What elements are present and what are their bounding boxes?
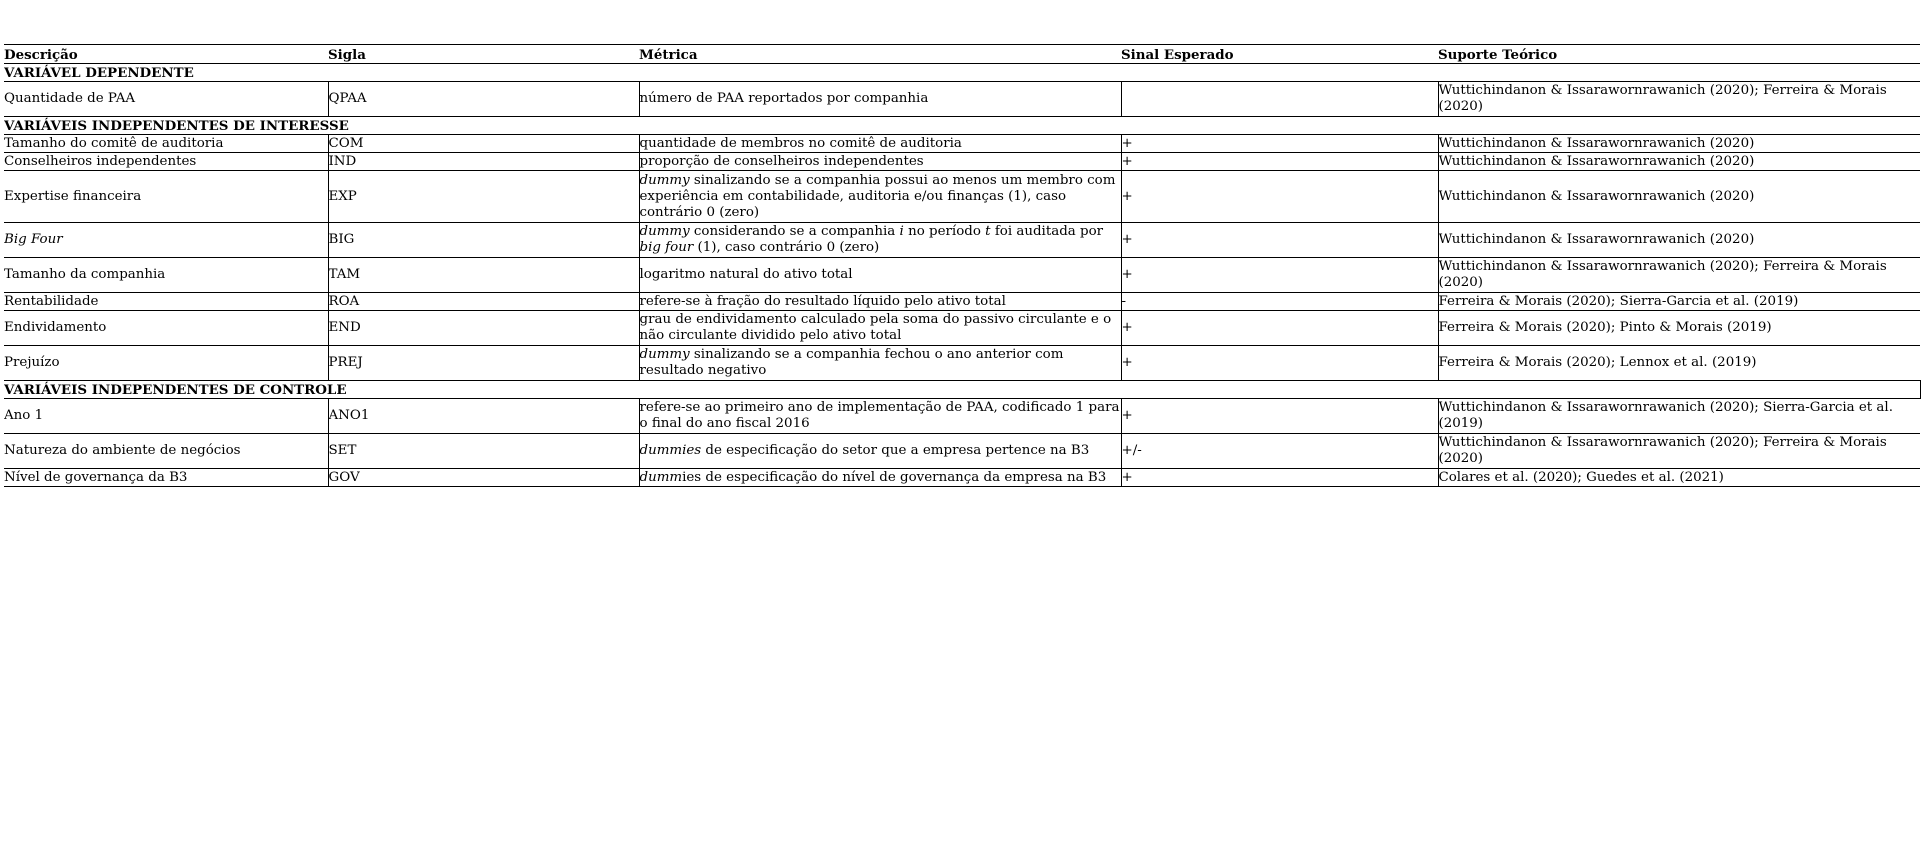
cell-sigla: ROA: [328, 293, 639, 311]
cell-descricao: [4, 434, 328, 469]
cell-metrica: [639, 153, 1121, 171]
cell-suporte-teorico: Wuttichindanon & Issarawornrawanich (2020); Sierra-Garcia et al. (2019): [1438, 399, 1920, 434]
table-row: [4, 311, 1920, 346]
text: Natureza do ambiente de negócios: [4, 443, 241, 458]
text: (1), caso contrário 0 (zero): [693, 240, 880, 255]
text: Tamanho do comitê de auditoria: [4, 135, 224, 151]
table-body: [4, 64, 1920, 487]
cell-suporte-teorico: Wuttichindanon & Issarawornrawanich (2020); Ferreira & Morais (2020): [1438, 82, 1920, 117]
cell-sigla: GOV: [328, 469, 639, 487]
cell-metrica: [639, 293, 1121, 311]
cell-suporte-teorico: Wuttichindanon & Issarawornrawanich (2020); Ferreira & Morais (2020): [1438, 258, 1920, 293]
cell-metrica: [639, 399, 1121, 434]
section-row: [4, 64, 1920, 82]
text: logaritmo natural do ativo total: [639, 267, 853, 282]
table-row: [4, 258, 1920, 293]
header-sigla: Sigla: [328, 45, 639, 64]
text: refere-se ao primeiro ano de implementação de PAA, codificado 1 para o final do ano fiscal 2016: [639, 400, 1120, 431]
text: refere-se à fração do resultado líquido pelo ativo total: [639, 293, 1006, 309]
text: Rentabilidade: [4, 293, 99, 309]
variables-table: [4, 44, 1921, 487]
text: Tamanho da companhia: [4, 267, 166, 282]
cell-descricao: [4, 469, 328, 487]
cell-suporte-teorico: Wuttichindanon & Issarawornrawanich (2020): [1438, 153, 1920, 171]
text: número de PAA reportados por companhia: [639, 91, 929, 106]
cell-sigla: ANO1: [328, 399, 639, 434]
table-row: [4, 171, 1920, 223]
cell-suporte-teorico: Ferreira & Morais (2020); Pinto & Morais (2019): [1438, 311, 1920, 346]
cell-descricao: [4, 82, 328, 117]
text: no período: [903, 224, 986, 239]
cell-sinal-esperado: +: [1121, 223, 1438, 258]
header-suporte-teorico: Suporte Teórico: [1438, 45, 1920, 64]
section-row: [4, 381, 1920, 399]
cell-metrica: [639, 223, 1121, 258]
italic-text: dummy: [639, 347, 690, 362]
text: sinalizando se a companhia fechou o ano anterior com resultado negativo: [639, 347, 1064, 378]
italic-text: dumm: [639, 469, 683, 485]
cell-sinal-esperado: +: [1121, 469, 1438, 487]
cell-descricao: [4, 135, 328, 153]
section-label: VARIÁVEL DEPENDENTE: [4, 64, 1920, 82]
table-row: [4, 223, 1920, 258]
text: Expertise financeira: [4, 188, 142, 204]
header-sinal-esperado: Sinal Esperado: [1121, 45, 1438, 64]
text: quantidade de membros no comitê de auditoria: [639, 135, 962, 151]
italic-text: Big Four: [4, 232, 63, 247]
italic-text: t: [985, 224, 991, 239]
cell-suporte-teorico: Wuttichindanon & Issarawornrawanich (2020): [1438, 171, 1920, 223]
cell-sigla: BIG: [328, 223, 639, 258]
cell-metrica: [639, 258, 1121, 293]
italic-text: dummy: [639, 172, 690, 188]
italic-text: i: [899, 224, 904, 239]
header-metrica: Métrica: [639, 45, 1121, 64]
text: ies de especificação do nível de governança da empresa na B3: [682, 469, 1107, 485]
cell-sigla: COM: [328, 135, 639, 153]
text: de especificação do setor que a empresa pertence na B3: [701, 443, 1090, 458]
cell-sinal-esperado: +: [1121, 135, 1438, 153]
cell-sinal-esperado: +: [1121, 153, 1438, 171]
table-row: [4, 82, 1920, 117]
cell-descricao: [4, 171, 328, 223]
text: proporção de conselheiros independentes: [639, 153, 924, 169]
cell-metrica: [639, 135, 1121, 153]
cell-sigla: EXP: [328, 171, 639, 223]
cell-sigla: PREJ: [328, 346, 639, 381]
table-row: [4, 469, 1920, 487]
cell-suporte-teorico: Ferreira & Morais (2020); Sierra-Garcia et al. (2019): [1438, 293, 1920, 311]
cell-metrica: [639, 434, 1121, 469]
table-row: [4, 399, 1920, 434]
text: sinalizando se a companhia possui ao menos um membro com experiência em contabilidade, auditoria e/ou finanças (1), caso contrário 0 (zero): [639, 172, 1116, 220]
cell-sinal-esperado: +: [1121, 311, 1438, 346]
cell-sinal-esperado: -: [1121, 293, 1438, 311]
cell-sinal-esperado: +: [1121, 346, 1438, 381]
cell-suporte-teorico: Wuttichindanon & Issarawornrawanich (2020): [1438, 223, 1920, 258]
text: Quantidade de PAA: [4, 91, 136, 106]
cell-suporte-teorico: Colares et al. (2020); Guedes et al. (2021): [1438, 469, 1920, 487]
cell-metrica: [639, 171, 1121, 223]
table-row: [4, 135, 1920, 153]
cell-metrica: [639, 82, 1121, 117]
text: foi auditada por: [990, 224, 1104, 239]
cell-sinal-esperado: +: [1121, 258, 1438, 293]
cell-descricao: [4, 311, 328, 346]
header-descricao: Descrição: [4, 45, 328, 64]
cell-descricao: [4, 346, 328, 381]
cell-metrica: [639, 469, 1121, 487]
cell-metrica: [639, 346, 1121, 381]
text: considerando se a companhia: [689, 224, 900, 239]
cell-suporte-teorico: Wuttichindanon & Issarawornrawanich (2020): [1438, 135, 1920, 153]
cell-sigla: END: [328, 311, 639, 346]
cell-descricao: [4, 223, 328, 258]
cell-sinal-esperado: [1121, 82, 1438, 117]
cell-sigla: IND: [328, 153, 639, 171]
table-row: [4, 434, 1920, 469]
cell-descricao: [4, 258, 328, 293]
table-row: [4, 346, 1920, 381]
section-row: [4, 117, 1920, 135]
table-header: [4, 45, 1920, 64]
cell-descricao: [4, 293, 328, 311]
header-row: [4, 45, 1920, 64]
cell-sinal-esperado: +/-: [1121, 434, 1438, 469]
cell-sigla: QPAA: [328, 82, 639, 117]
italic-text: dummy: [639, 224, 690, 239]
cell-sigla: TAM: [328, 258, 639, 293]
cell-sinal-esperado: +: [1121, 171, 1438, 223]
text: Endividamento: [4, 320, 107, 335]
cell-sinal-esperado: +: [1121, 399, 1438, 434]
cell-sigla: SET: [328, 434, 639, 469]
section-label: VARIÁVEIS INDEPENDENTES DE CONTROLE: [4, 381, 1920, 399]
text: Ano 1: [4, 408, 44, 423]
table-row: [4, 153, 1920, 171]
italic-text: big four: [639, 240, 694, 255]
table-row: [4, 293, 1920, 311]
text: Conselheiros independentes: [4, 153, 197, 169]
cell-metrica: [639, 311, 1121, 346]
cell-descricao: [4, 153, 328, 171]
cell-suporte-teorico: Ferreira & Morais (2020); Lennox et al. (2019): [1438, 346, 1920, 381]
cell-descricao: [4, 399, 328, 434]
italic-text: dummies: [639, 443, 702, 458]
section-label: VARIÁVEIS INDEPENDENTES DE INTERESSE: [4, 117, 1920, 135]
text: Nível de governança da B3: [4, 469, 188, 485]
cell-suporte-teorico: Wuttichindanon & Issarawornrawanich (2020); Ferreira & Morais (2020): [1438, 434, 1920, 469]
text: grau de endividamento calculado pela soma do passivo circulante e o não circulante dividido pelo ativo total: [639, 312, 1112, 343]
text: Prejuízo: [4, 355, 60, 370]
